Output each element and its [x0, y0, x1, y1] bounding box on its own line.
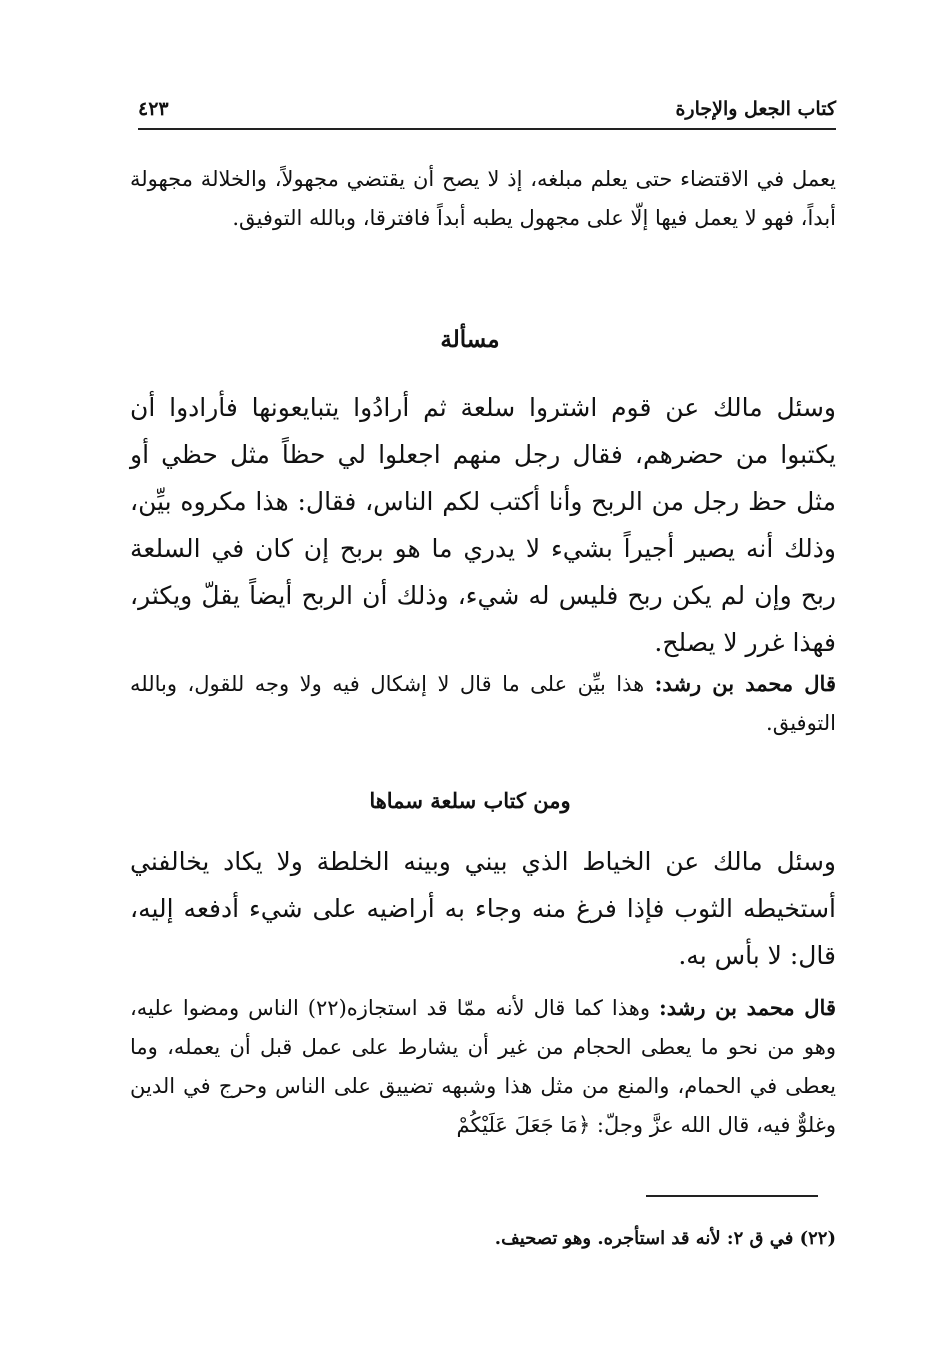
question-paragraph-1: وسئل مالك عن قوم اشتروا سلعة ثم أرادُوا يتبايعونها فأرادوا أن يكتبوا من حضرهم، فقال رجل منهم اجعلوا لي حظاً مثل حظي أو مثل حظ رجل من الربح وأنا أكتب لكم الناس، فقال: هذا مكروه بيِّن، وذلك أنه يصير أجيراً بشيء لا يدري ما هو بربح إن كان في السلعة ربح وإن لم يكن ربح فليس له شيء، وذلك أن الربح أيضاً يقلّ ويكثر، فهذا غرر لا يصلح.	[130, 393, 836, 657]
commentary-continuation: يعمل في الاقتضاء حتى يعلم مبلغه، إذ لا يصح أن يقتضي مجهولاً، والخلالة مجهولة أبداً، فهو لا يعمل فيها إلّا على مجهول يطبه أبداً فافترقا، وبالله التوفيق.	[130, 167, 836, 230]
section-heading-book: ومن كتاب سلعة سماها	[369, 788, 571, 813]
commentary-text: هذا بيِّن على ما قال لا إشكال فيه ولا وجه للقول، وبالله التوفيق.	[130, 672, 836, 735]
page-header	[138, 96, 836, 130]
question-paragraph-2: وسئل مالك عن الخياط الذي بيني وبينه الخلطة ولا يكاد يخالفني أستخيطه الثوب فإذا فرغ منه وجاء به أراضيه على شيء أدفعه إليه، قال: لا بأس به.	[130, 847, 836, 970]
commentary-text: وهذا كما قال لأنه ممّا قد استجازه(٢٢) الناس ومضوا عليه، وهو من نحو ما يعطى الحجام من غير أن يشارط على عمل قبل أن يعمله، وما يعطى في الحمام، والمنع من مثل هذا وشبهه تضييق على الناس وحرج في الدين وغلوٌّ فيه، قال الله عزَّ وجلّ: ﴿مَا جَعَلَ عَلَيْكُمْ	[130, 996, 836, 1137]
footnote: (٢٢) في ق ٢: لأنه قد استأجره. وهو تصحيف.	[494, 1228, 836, 1249]
page-number: ٤٢٣	[138, 98, 169, 120]
footnote-divider	[646, 1195, 818, 1197]
commentary-paragraph-2	[130, 988, 836, 1145]
section-heading-masala: مسألة	[440, 326, 500, 353]
commentary-paragraph-1	[130, 664, 836, 743]
commentator-name: قال محمد بن رشد:	[654, 671, 836, 696]
running-title: كتاب الجعل والإجارة	[675, 98, 836, 120]
commentator-name: قال محمد بن رشد:	[659, 995, 836, 1020]
